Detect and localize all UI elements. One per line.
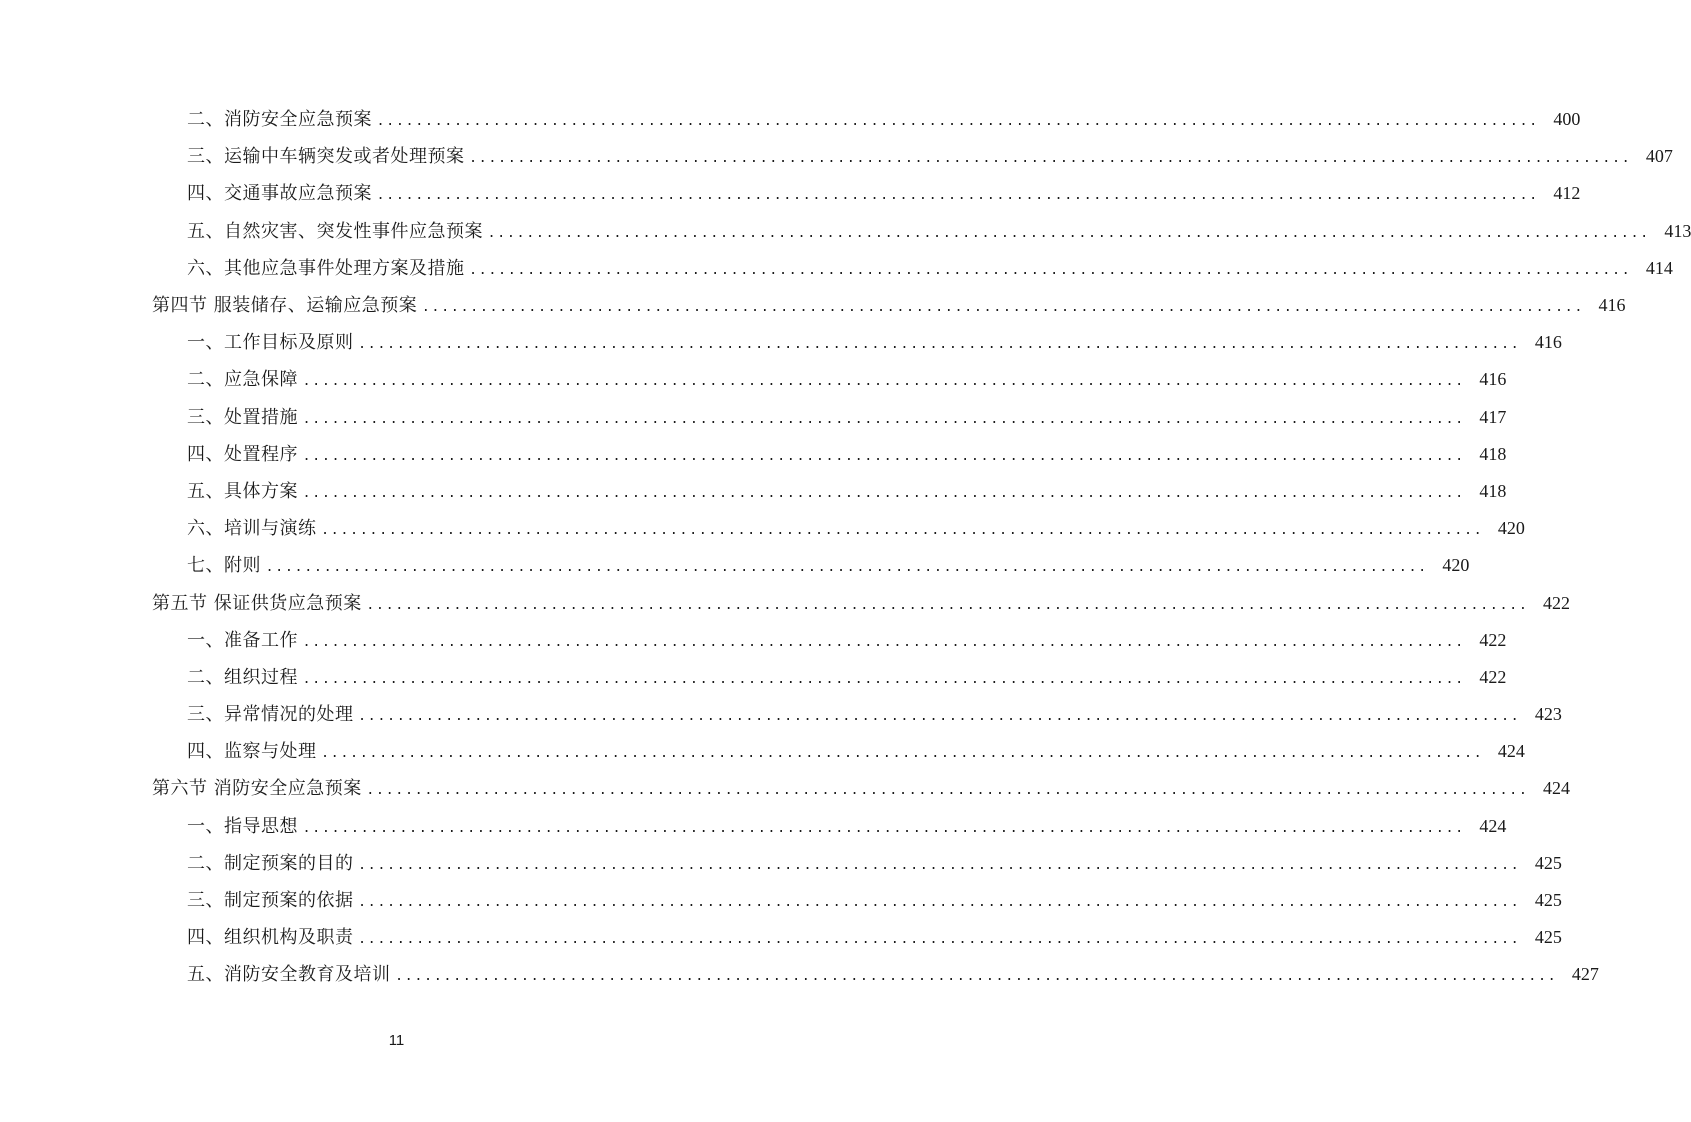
toc-entry-title: 五、自然灾害、突发性事件应急预案	[187, 220, 483, 242]
toc-leader-dots: ........................................................................................................................	[304, 370, 1467, 390]
toc-entry[interactable]	[0, 399, 1507, 436]
toc-entry-page: 413	[1664, 220, 1691, 241]
toc-entry[interactable]	[0, 845, 1562, 882]
toc-section-entry[interactable]	[0, 584, 1571, 621]
toc-leader-dots: ........................................................................................................................	[359, 333, 1522, 353]
toc-leader-dots: ........................................................................................................................	[304, 444, 1467, 464]
toc-entry[interactable]	[0, 324, 1562, 361]
toc-leader-dots: ........................................................................................................................	[378, 184, 1541, 204]
toc-entry-page: 422	[1479, 666, 1507, 687]
toc-leader-dots: ........................................................................................................................	[378, 110, 1541, 130]
toc-entry[interactable]	[0, 547, 1470, 584]
toc-entry[interactable]	[0, 919, 1562, 956]
toc-entry-page: 422	[1543, 592, 1571, 613]
toc-leader-dots: ........................................................................................................................	[304, 407, 1467, 427]
toc-entry-title: 六、培训与演练	[187, 518, 317, 540]
toc-entry[interactable]	[0, 808, 1507, 845]
toc-leader-dots: ........................................................................................................................	[423, 296, 1586, 316]
toc-entry-title: 四、交通事故应急预案	[187, 183, 372, 205]
toc-entry[interactable]	[0, 250, 1673, 287]
toc-entry-page: 424	[1497, 741, 1525, 762]
page-number: 11	[388, 1032, 405, 1049]
toc-leader-dots: ........................................................................................................................	[304, 481, 1467, 501]
toc-entry[interactable]	[0, 138, 1673, 175]
toc-entry-page: 420	[1497, 518, 1525, 539]
toc-entry-title: 三、运输中车辆突发或者处理预案	[187, 146, 465, 168]
toc-entry[interactable]	[0, 622, 1507, 659]
toc-entry-title: 一、准备工作	[187, 629, 298, 651]
toc-entry-page: 422	[1479, 629, 1507, 650]
toc-leader-dots: ........................................................................................................................	[304, 667, 1467, 687]
toc-entry-title: 六、其他应急事件处理方案及措施	[187, 257, 465, 279]
toc-leader-dots: ........................................................................................................................	[304, 816, 1467, 836]
toc-entry-title: 二、应急保障	[187, 369, 298, 391]
toc-leader-dots: ........................................................................................................................	[359, 928, 1522, 948]
toc-entry[interactable]	[0, 101, 1581, 138]
toc-entry-page: 416	[1598, 295, 1626, 316]
toc-entry[interactable]	[0, 659, 1507, 696]
toc-entry-page: 423	[1534, 704, 1562, 725]
toc-leader-dots: ........................................................................................................................	[304, 630, 1467, 650]
toc-entry[interactable]	[0, 175, 1581, 212]
toc-entry-page: 427	[1571, 964, 1599, 985]
toc-entry-title: 一、工作目标及原则	[187, 332, 354, 354]
toc-leader-dots: ........................................................................................................................	[359, 853, 1522, 873]
toc-entry[interactable]	[0, 510, 1525, 547]
toc-entry-title: 五、具体方案	[187, 480, 298, 502]
toc-entry-title: 七、附则	[187, 555, 261, 577]
toc-leader-dots: ........................................................................................................................	[367, 593, 1531, 613]
toc-leader-dots: ........................................................................................................................	[470, 147, 1633, 167]
toc-entry[interactable]	[0, 733, 1525, 770]
toc-entry-page: 420	[1442, 555, 1470, 576]
toc-leader-dots: ........................................................................................................................	[396, 965, 1559, 985]
toc-entry[interactable]	[0, 956, 1599, 993]
toc-section-title: 第五节 保证供货应急预案	[152, 592, 362, 614]
toc-entry[interactable]	[0, 213, 1691, 250]
toc-entry-page: 418	[1479, 443, 1507, 464]
toc-entry-page: 416	[1534, 332, 1562, 353]
toc-entry-page: 418	[1479, 480, 1507, 501]
toc-entry-title: 四、处置程序	[187, 443, 298, 465]
toc-section-title: 第四节 服装储存、运输应急预案	[152, 295, 418, 317]
toc-entry-page: 400	[1553, 109, 1581, 130]
toc-entry[interactable]	[0, 436, 1507, 473]
toc-entry-title: 二、组织过程	[187, 666, 298, 688]
toc-entry[interactable]	[0, 696, 1562, 733]
toc-leader-dots: ........................................................................................................................	[359, 705, 1522, 725]
toc-leader-dots: ........................................................................................................................	[322, 519, 1485, 539]
toc-entry-title: 三、异常情况的处理	[187, 704, 354, 726]
toc-leader-dots: ........................................................................................................................	[267, 556, 1430, 576]
toc-entry-title: 五、消防安全教育及培训	[187, 964, 391, 986]
toc-leader-dots: ........................................................................................................................	[470, 258, 1633, 278]
toc-entry-page: 424	[1543, 778, 1571, 799]
toc-entry-title: 一、指导思想	[187, 815, 298, 837]
toc-entry-title: 四、监察与处理	[187, 741, 317, 763]
toc-entry-title: 二、制定预案的目的	[187, 852, 354, 874]
toc-entry[interactable]	[0, 473, 1507, 510]
toc-leader-dots: ........................................................................................................................	[367, 779, 1531, 799]
toc-leader-dots: ........................................................................................................................	[489, 221, 1652, 241]
toc-section-entry[interactable]	[0, 770, 1571, 807]
toc-entry[interactable]	[0, 361, 1507, 398]
toc-entry-page: 424	[1479, 815, 1507, 836]
toc-leader-dots: ........................................................................................................................	[322, 742, 1485, 762]
toc-leader-dots: ........................................................................................................................	[359, 891, 1522, 911]
toc-entry-page: 425	[1534, 852, 1562, 873]
toc-entry-page: 417	[1479, 406, 1507, 427]
toc-entry-page: 414	[1645, 257, 1673, 278]
toc-entry-title: 四、组织机构及职责	[187, 927, 354, 949]
toc-entry-page: 416	[1479, 369, 1507, 390]
toc-entry-page: 412	[1553, 183, 1581, 204]
toc-entry[interactable]	[0, 882, 1562, 919]
toc-section-entry[interactable]	[0, 287, 1626, 324]
toc-entry-title: 三、制定预案的依据	[187, 890, 354, 912]
toc-entry-page: 425	[1534, 927, 1562, 948]
table-of-contents	[0, 101, 1691, 994]
toc-entry-title: 三、处置措施	[187, 406, 298, 428]
toc-section-title: 第六节 消防安全应急预案	[152, 778, 362, 800]
toc-entry-title: 二、消防安全应急预案	[187, 109, 372, 131]
toc-entry-page: 425	[1534, 890, 1562, 911]
toc-entry-page: 407	[1645, 146, 1673, 167]
